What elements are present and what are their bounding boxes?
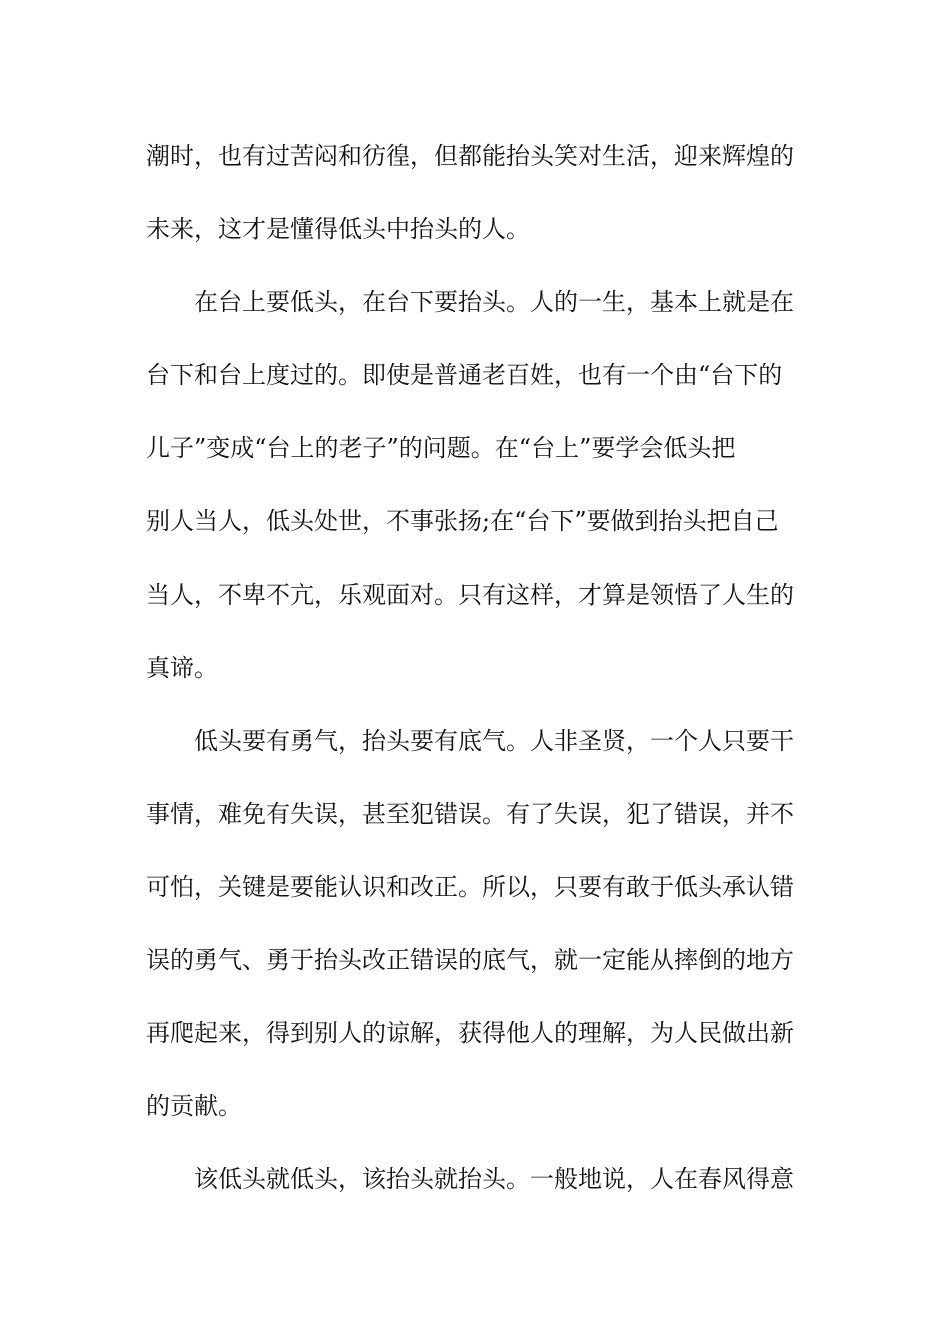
text-line: 误的勇气、勇于抬头改正错误的底气，就一定能从摔倒的地方 — [146, 946, 794, 975]
text-line: 再爬起来，得到别人的谅解，获得他人的理解，为人民做出新 — [146, 1019, 794, 1048]
text-line: 的贡献。 — [146, 1092, 242, 1121]
paragraph-first-line: 该低头就低头，该抬头就抬头。一般地说，人在春风得意 — [194, 1165, 794, 1194]
paragraph-first-line: 低头要有勇气，抬头要有底气。人非圣贤，一个人只要干 — [194, 726, 794, 755]
text-line: 别人当人，低头处世，不事张扬;在“台下”要做到抬头把自己 — [146, 507, 779, 536]
text-line: 当人，不卑不亢，乐观面对。只有这样，才算是领悟了人生的 — [146, 580, 794, 609]
text-line: 真谛。 — [146, 653, 218, 682]
text-line: 可怕，关键是要能认识和改正。所以，只要有敢于低头承认错 — [146, 872, 794, 901]
text-line: 未来，这才是懂得低头中抬头的人。 — [146, 215, 530, 244]
text-line: 儿子”变成“台上的老子”的问题。在“台上”要学会低头把 — [146, 434, 736, 463]
text-line: 潮时，也有过苦闷和彷徨，但都能抬头笑对生活，迎来辉煌的 — [146, 142, 794, 170]
paragraph-first-line: 在台上要低头，在台下要抬头。人的一生，基本上就是在 — [194, 288, 794, 317]
text-line: 台下和台上度过的。即使是普通老百姓，也有一个由“台下的 — [146, 361, 783, 390]
body-text — [146, 120, 806, 1216]
text-line: 事情，难免有失误，甚至犯错误。有了失误，犯了错误，并不 — [146, 799, 794, 828]
